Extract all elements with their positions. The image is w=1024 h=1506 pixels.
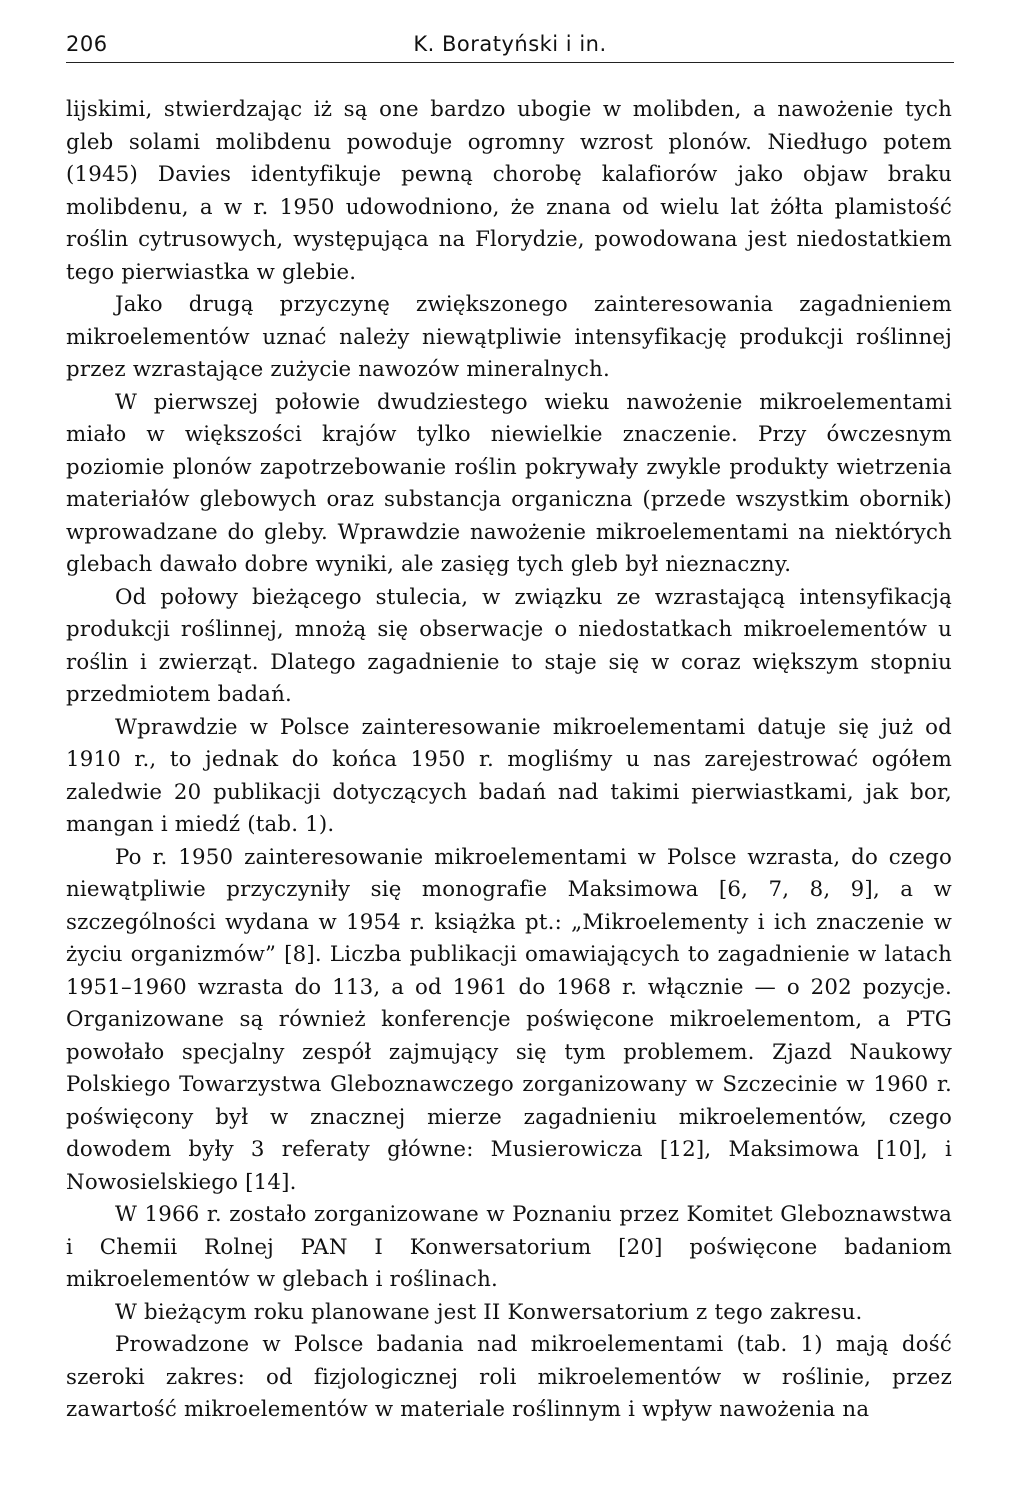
paragraph-1: lijskimi, stwierdzając iż są one bardzo ubogie w molibden, a nawożenie tych gleb solami molibdenu powoduje ogromny wzrost plonów. Niedługo potem (1945) Davies identyfikuje pewną chorobę kalafiorów jako objaw braku molibdenu, a w r. 1950 udowodniono, że znana od wielu lat żółta plamistość roślin cytrusowych, występująca na Florydzie, powodowana jest niedostatkiem tego pierwiastka w glebie.	[66, 97, 952, 285]
paragraph-8: W bieżącym roku planowane jest II Konwersatorium z tego zakresu.	[115, 1299, 863, 1325]
body-text	[66, 94, 952, 1427]
paragraph-3: W pierwszej połowie dwudziestego wieku nawożenie mikroelementami miało w większości krajów tylko niewielkie znaczenie. Przy ówczesnym poziomie plonów zapotrzebowanie roślin pokrywały zwykle produkty wietrzenia materiałów glebowych oraz substancja organiczna (przede wszystkim obornik) wprowadzane do gleby. Wprawdzie nawożenie mikroelementami na niektórych glebach dawało dobre wyniki, ale zasięg tych gleb był nieznaczny.	[66, 389, 952, 577]
paragraph-6: Po r. 1950 zainteresowanie mikroelementami w Polsce wzrasta, do czego niewątpliwie przyczyniły się monografie Maksimowa [6, 7, 8, 9], a w szczególności wydana w 1954 r. książka pt.: „Mikroelementy i ich znaczenie w życiu organizmów” [8]. Liczba publikacji omawiających to zagadnienie w latach 1951–1960 wzrasta do 113, a od 1961 do 1968 r. włącznie — o 202 pozycje. Organizowane są również konferencje poświęcone mikroelementom, a PTG powołało specjalny zespół zajmujący się tym problemem. Zjazd Naukowy Polskiego Towarzystwa Gleboznawczego zorganizowany w Szczecinie w 1960 r. poświęcony był w znacznej mierze zagadnieniu mikroelementów, czego dowodem były 3 referaty główne: Musierowicza [12], Maksimowa [10], i Nowosielskiego [14].	[66, 844, 952, 1195]
paragraph-9: Prowadzone w Polsce badania nad mikroelementami (tab. 1) mają dość szeroki zakres: od fizjologicznej roli mikroelementów w roślinie, przez zawartość mikroelementów w materiale roślinnym i wpływ nawożenia na	[66, 1332, 952, 1422]
paragraph-5: Wprawdzie w Polsce zainteresowanie mikroelementami datuje się już od 1910 r., to jednak do końca 1950 r. mogliśmy u nas zarejestrować ogółem zaledwie 20 publikacji dotyczących badań nad takimi pierwiastkami, jak bor, mangan i miedź (tab. 1).	[66, 714, 952, 837]
paragraph-2: Jako drugą przyczynę zwiększonego zainteresowania zagadnieniem mikroelementów uznać należy niewątpliwie intensyfikację produkcji roślinnej przez wzrastające zużycie nawozów mineralnych.	[66, 292, 952, 382]
paragraph-7: W 1966 r. zostało zorganizowane w Poznaniu przez Komitet Gleboznawstwa i Chemii Rolnej PAN I Konwersatorium [20] poświęcone badaniom mikroelementów w glebach i roślinach.	[66, 1202, 952, 1292]
running-head	[66, 28, 954, 63]
running-title: K. Boratyński i in.	[413, 32, 607, 56]
page-number: 206	[66, 32, 108, 56]
paragraph-4: Od połowy bieżącego stulecia, w związku ze wzrastającą intensyfikacją produkcji roślinnej, mnożą się obserwacje o niedostatkach mikroelementów u roślin i zwierząt. Dlatego zagadnienie to staje się w coraz większym stopniu przedmiotem badań.	[66, 584, 952, 707]
